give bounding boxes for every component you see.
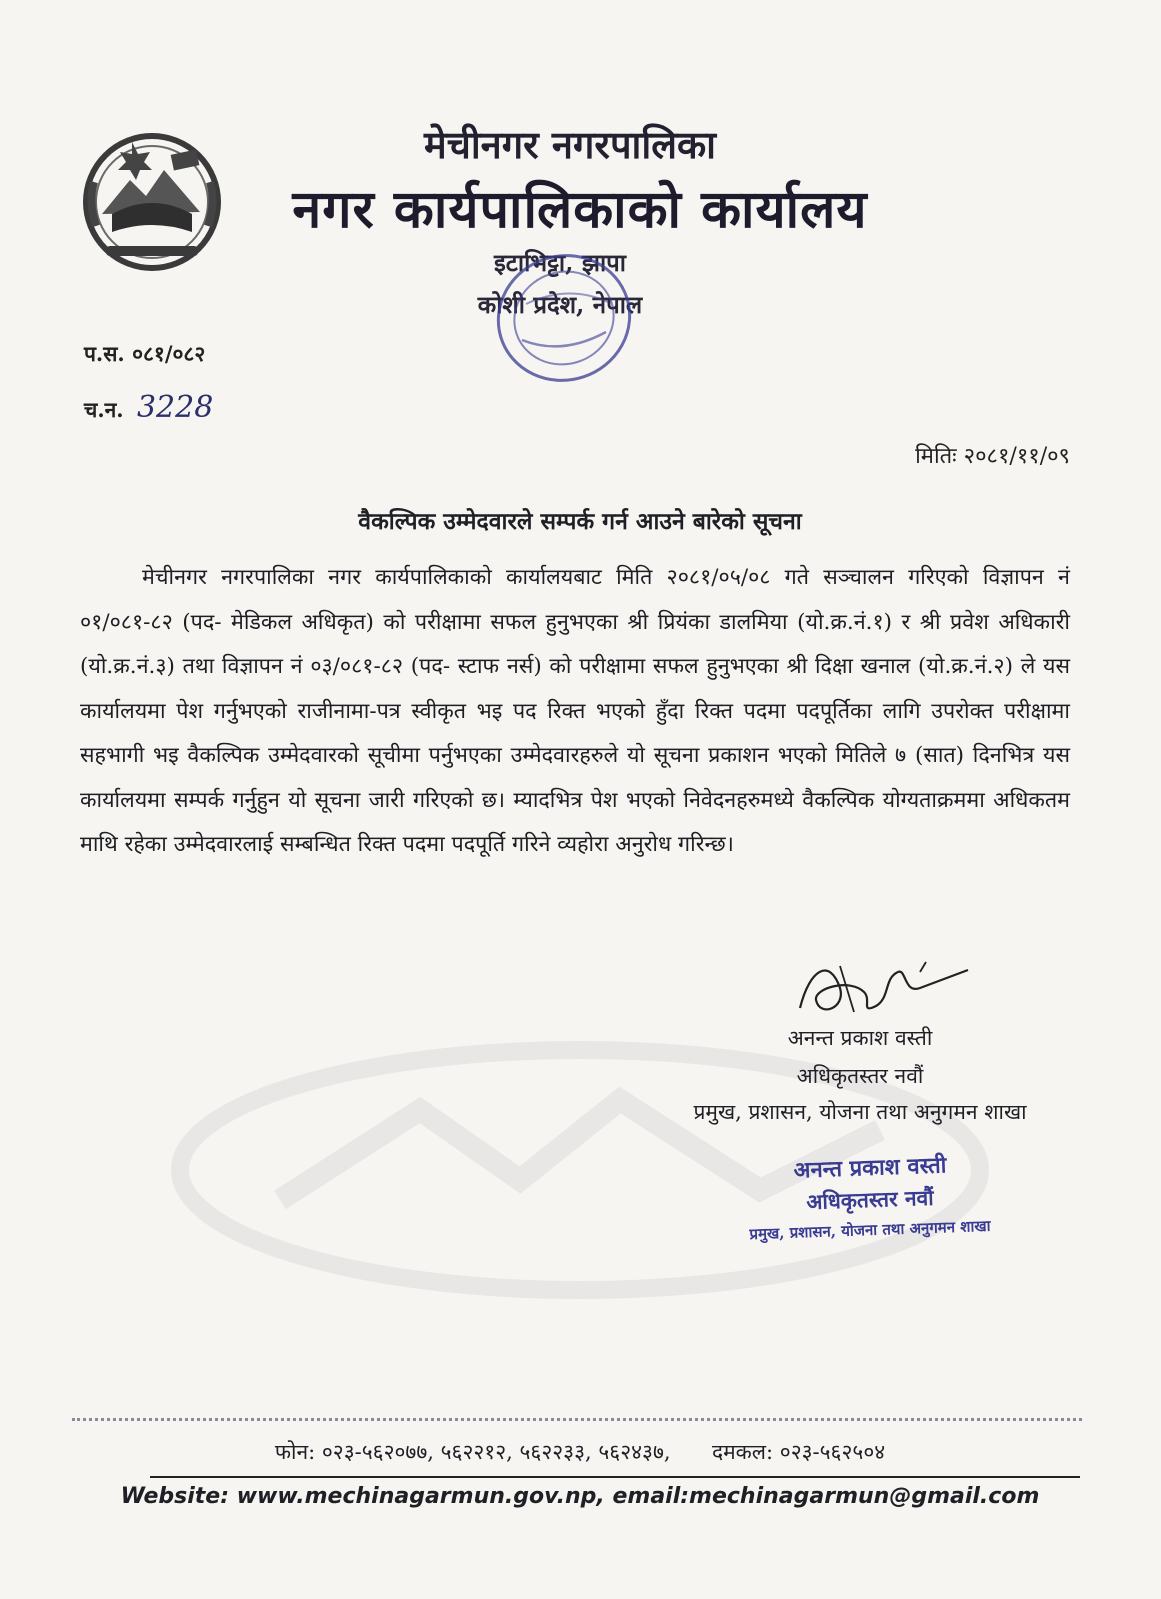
date-label: मितिः xyxy=(915,444,957,469)
email-link[interactable]: mechinagarmun@gmail.com xyxy=(689,1484,1040,1509)
phone-numbers: ०२३-५६२०७७, ५६२२१२, ५६२२३३, ५६२४३७, xyxy=(321,1440,671,1464)
footer-web xyxy=(90,1484,1070,1509)
stamp-rank: अधिकृतस्तर नवौं xyxy=(805,1184,935,1215)
fire-label: दमकल: xyxy=(711,1440,774,1464)
stamp-name: अनन्त प्रकाश वस्ती xyxy=(793,1152,947,1184)
office-name: नगर कार्यपालिकाको कार्यालय xyxy=(292,179,868,240)
fire-number: ०२३-५६२५०४ xyxy=(779,1440,886,1464)
footer-dotted-divider xyxy=(72,1418,1082,1421)
cn-label: च.न. xyxy=(84,397,124,422)
office-seal-stamp-icon xyxy=(482,244,652,394)
signature-icon xyxy=(780,948,980,1028)
cn-value: 3228 xyxy=(136,390,214,425)
notice-subject: वैकल्पिक उम्मेदवारले सम्पर्क गर्न आउने बारेको सूचना xyxy=(358,508,802,535)
reference-ps xyxy=(84,340,205,368)
ps-value: ०८१/०८२ xyxy=(132,341,206,366)
phone-label: फोन: xyxy=(274,1440,316,1464)
address-line-2: कोशी प्रदेश, नेपाल xyxy=(477,290,643,319)
address-line-1: इटाभिट्टा, झापा xyxy=(493,248,627,277)
email-label: email: xyxy=(612,1484,690,1509)
footer-solid-divider xyxy=(150,1476,1080,1478)
signatory-rank: अधिकृतस्तर नवौं xyxy=(796,1064,924,1088)
date-value: २०८१/११/०९ xyxy=(963,444,1070,469)
stamp-post: प्रमुख, प्रशासन, योजना तथा अनुगमन शाखा xyxy=(749,1216,991,1244)
notice-body: मेचीनगर नगरपालिका नगर कार्यपालिकाको कार्यालयबाट मिति २०८१/०५/०८ गते सञ्चालन गरिएको विज्ञापन नं ०१/०८१-८२ (पद- मेडिकल अधिकृत) को परीक्षामा सफल हुनुभएका श्री प्रियंका डालमिया (यो.क्र.नं.१) र श्री प्रवेश अधिकारी (यो.क्र.नं.३) तथा विज्ञापन नं ०३/०८१-८२ (पद- स्टाफ नर्स) को परीक्षामा सफल हुनुभएका श्री दिक्षा खनाल (यो.क्र.नं.२) ले यस कार्यालयमा पेश गर्नुभएको राजीनामा-पत्र स्वीकृत भइ पद रिक्त भएको हुँदा रिक्त पदमा पदपूर्तिका लागि उपरोक्त परीक्षामा सहभागी भइ वैकल्पिक उम्मेदवारको सूचीमा पर्नुभएका उम्मेदवारहरुले यो सूचना प्रकाशन भएको मितिले ७ (सात) दिनभित्र यस कार्यालयमा सम्पर्क गर्नुहुन यो सूचना जारी गरिएको छ। म्यादभित्र पेश भएको निवेदनहरुमध्ये वैकल्पिक योग्यताक्रममा अधिकतम माथि रहेका उम्मेदवारलाई सम्बन्धित रिक्त पदमा पदपूर्ति गरिने व्यहोरा अनुरोध गरिन्छ। xyxy=(80,565,1070,857)
signatory-post: प्रमुख, प्रशासन, योजना तथा अनुगमन शाखा xyxy=(693,1100,1027,1124)
notice-date xyxy=(760,440,1070,470)
nepal-emblem-icon xyxy=(72,122,232,274)
municipality-name: मेचीनगर नगरपालिका xyxy=(423,122,717,167)
signatory-name: अनन्त प्रकाश वस्ती xyxy=(787,1026,933,1050)
website-link[interactable]: www.mechinagarmun.gov.np, xyxy=(236,1484,605,1509)
footer-contact xyxy=(100,1438,1060,1466)
reference-cn xyxy=(84,390,213,425)
website-label: Website: xyxy=(120,1484,230,1509)
ps-label: प.स. xyxy=(84,341,125,366)
